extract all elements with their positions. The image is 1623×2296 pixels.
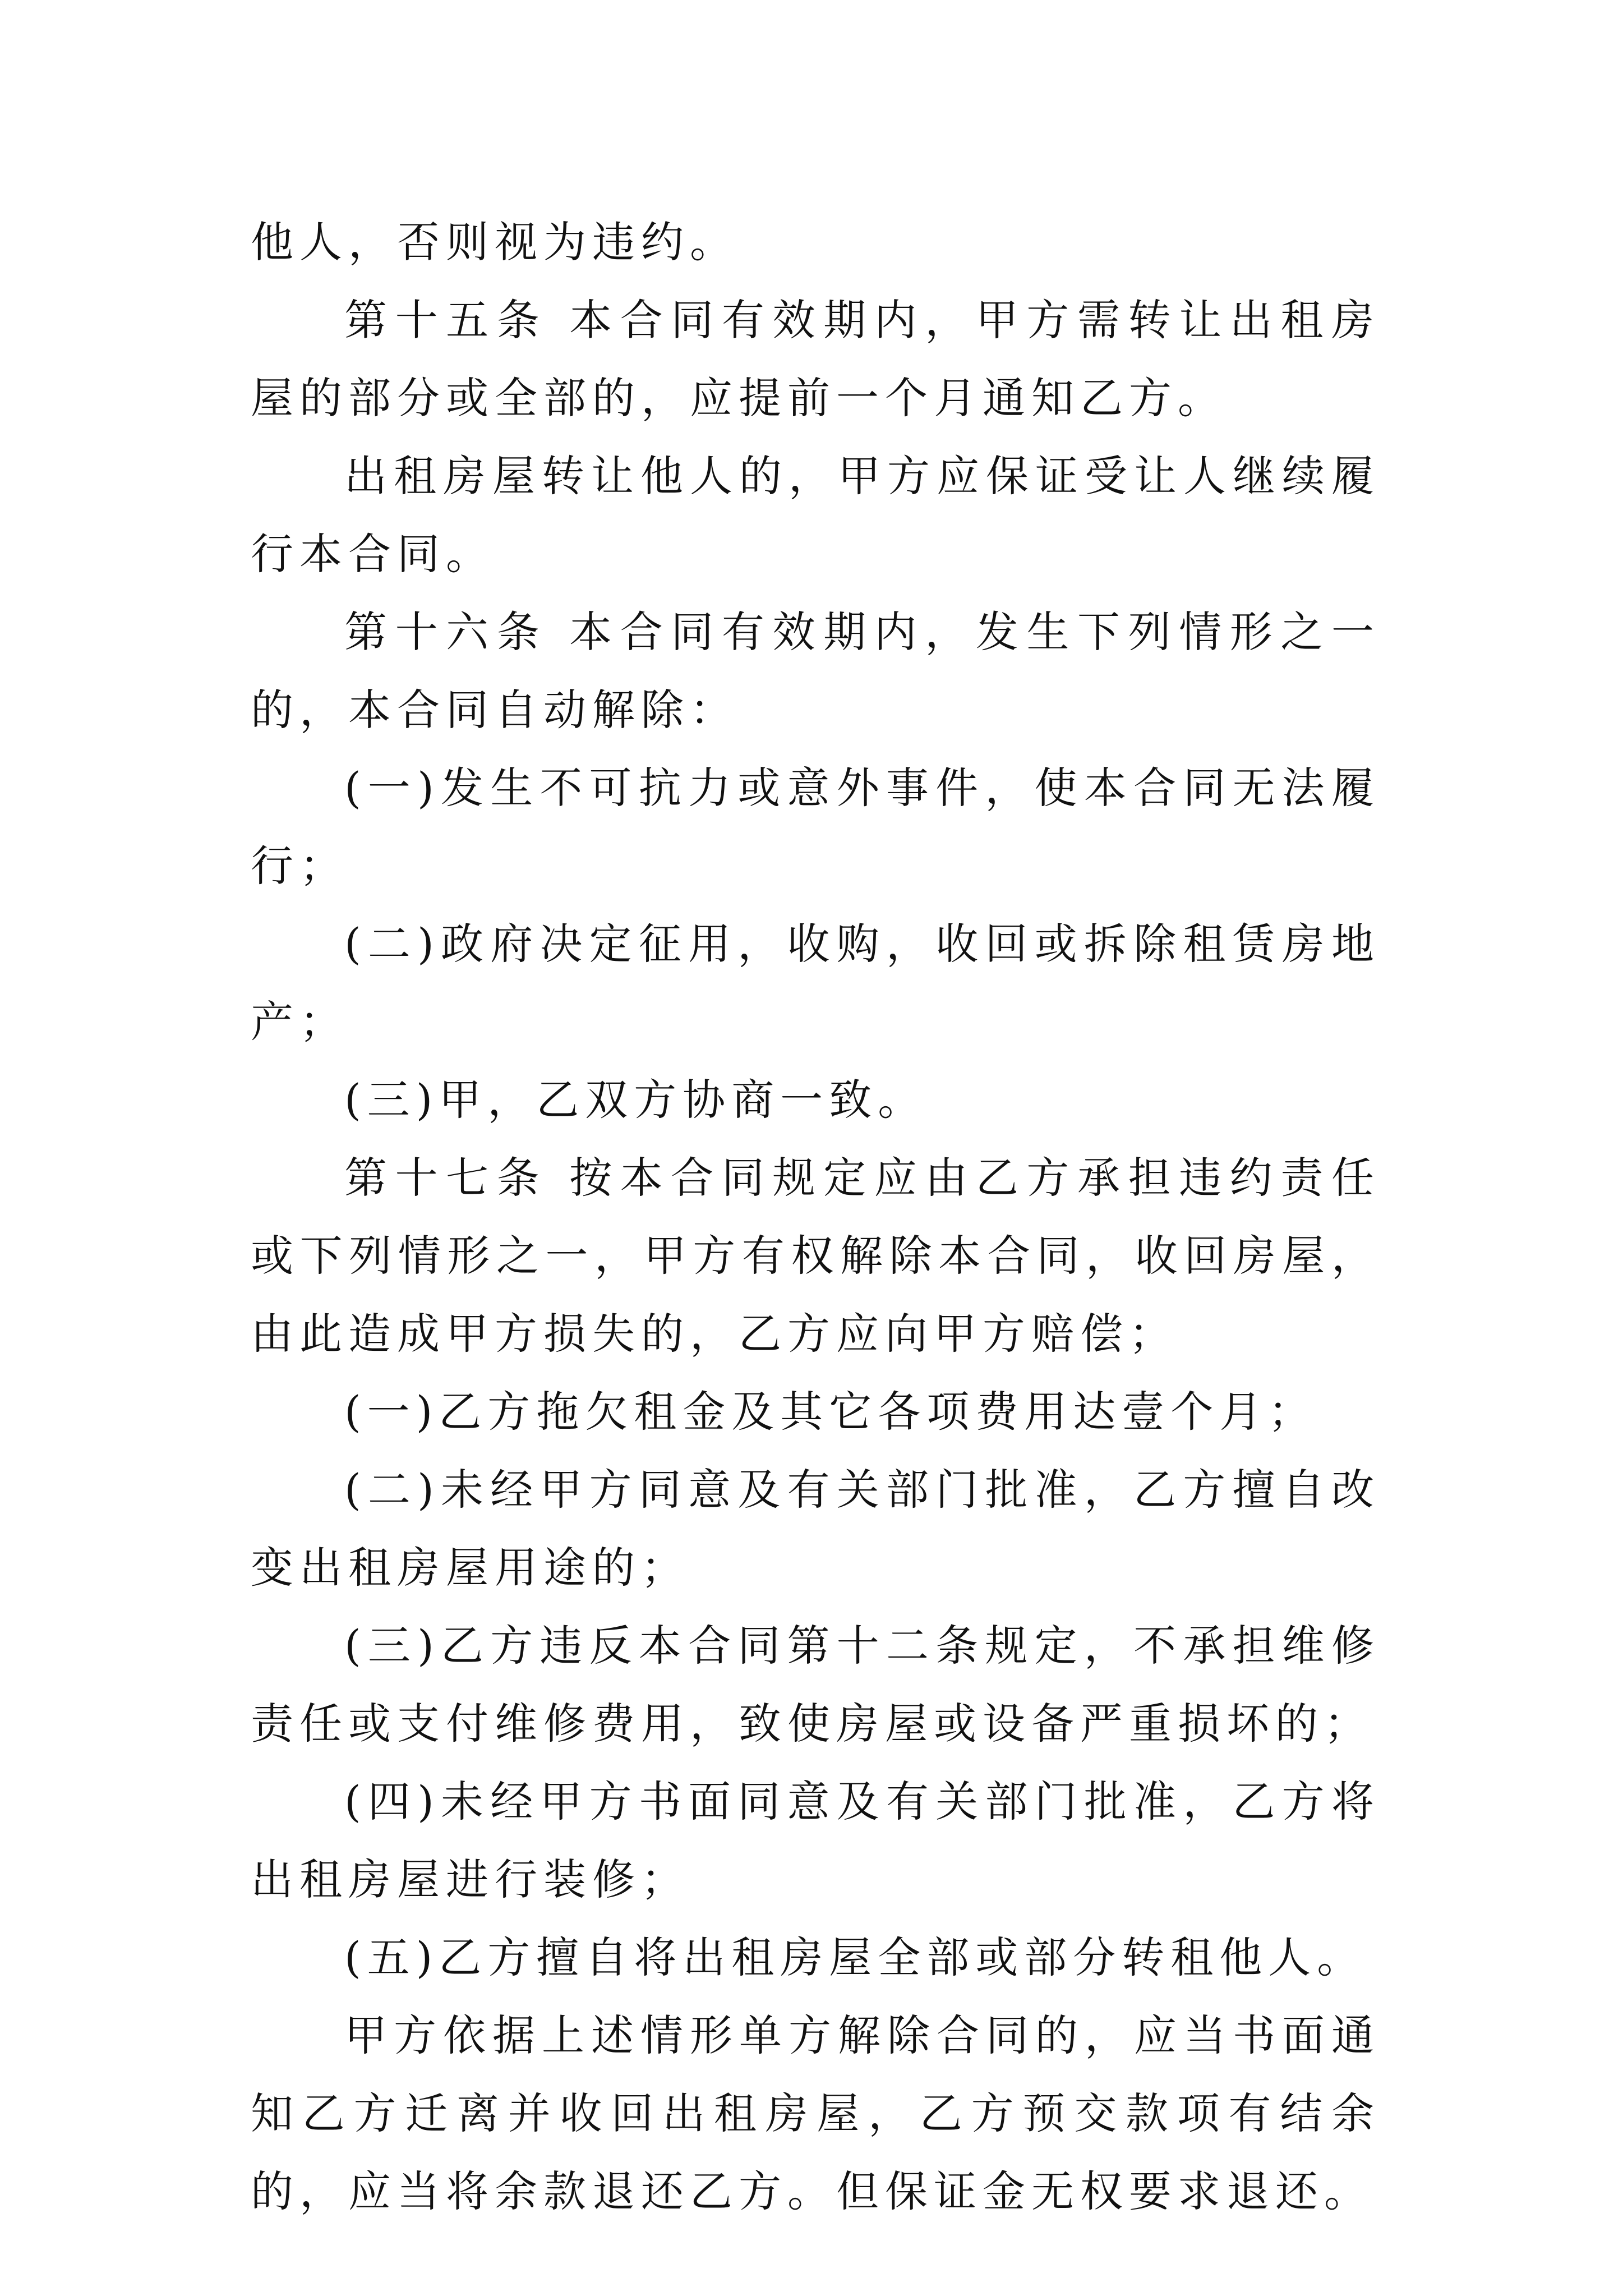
document-body — [251, 203, 1380, 2230]
paragraph-termination-notice: 甲方依据上述情形单方解除合同的，应当书面通知乙方迁离并收回出租房屋，乙方预交款项有结余的，应当将余款退还乙方。但保证金无权要求退还。 — [251, 2010, 1380, 2216]
paragraph-article-17: 第十七条 按本合同规定应由乙方承担违约责任或下列情形之一，甲方有权解除本合同，收回房屋，由此造成甲方损失的，乙方应向甲方赔偿； — [251, 1153, 1380, 1359]
paragraph-article-17-item-3: (三)乙方违反本合同第十二条规定，不承担维修责任或支付维修费用，致使房屋或设备严重损坏的； — [251, 1621, 1380, 1749]
paragraph-article-17-item-2: (二)未经甲方同意及有关部门批准，乙方擅自改变出租房屋用途的； — [251, 1465, 1380, 1593]
paragraph-article-15: 第十五条 本合同有效期内，甲方需转让出租房屋的部分或全部的，应提前一个月通知乙方。 — [251, 295, 1380, 423]
paragraph-article-17-item-1: (一)乙方拖欠租金及其它各项费用达壹个月； — [344, 1387, 1317, 1437]
paragraph-continuation: 他人，否则视为违约。 — [251, 217, 739, 267]
paragraph-article-16-item-1: (一)发生不可抗力或意外事件，使本合同无法履行； — [251, 763, 1380, 891]
paragraph-article-15-transfer: 出租房屋转让他人的，甲方应保证受让人继续履行本合同。 — [251, 451, 1380, 579]
paragraph-article-16-item-2: (二)政府决定征用，收购，收回或拆除租赁房地产； — [251, 919, 1380, 1047]
paragraph-article-16-item-3: (三)甲，乙双方协商一致。 — [344, 1075, 927, 1125]
paragraph-article-17-item-4: (四)未经甲方书面同意及有关部门批准，乙方将出租房屋进行装修； — [251, 1777, 1380, 1904]
paragraph-article-17-item-5: (五)乙方擅自将出租房屋全部或部分转租他人。 — [344, 1932, 1366, 1982]
paragraph-article-16: 第十六条 本合同有效期内，发生下列情形之一的，本合同自动解除： — [251, 607, 1380, 735]
